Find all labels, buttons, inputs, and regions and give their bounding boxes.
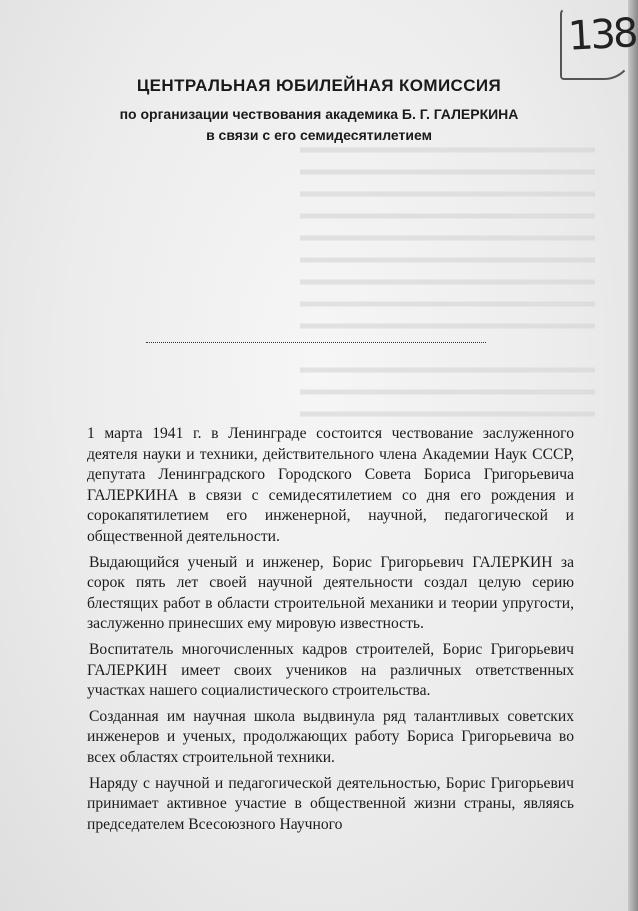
paragraph-public-work: Наряду с научной и педагогической деятельностью, Борис Григорьевич принимает активное участие в общественной жизни страны, являясь председателем Всесоюзного Научного [87,774,574,833]
commission-title: ЦЕНТРАЛЬНАЯ ЮБИЛЕЙНАЯ КОМИССИЯ [136,76,502,95]
paragraph-announcement: 1 марта 1941 г. в Ленинграде состоится чествование заслуженного деятеля науки и техники, действительного члена Академии Наук СССР, депутата Ленинградского Городского Совета Бориса Григорьевича ГАЛЕРКИНА в связи с семидесятилетием со дня его рождения и сорокапятилетием его инженерной, научной, педагогической и общественной деятельности. [87,425,574,545]
dotted-separator [146,342,486,343]
page-number: 138 [566,10,637,60]
commission-subtitle: по организации чествования академика Б. Г. ГАЛЕРКИНА [119,106,519,122]
paragraph-achievements: Выдающийся ученый и инженер, Борис Григорьевич ГАЛЕРКИН за сорок пять лет своей научной деятельности создал целую серию блестящих работ в области строительной механики и теории упругости, заслуженно принесших ему мировую известность. [87,553,574,633]
paragraph-students: Воспитатель многочисленных кадров строителей, Борис Григорьевич ГАЛЕРКИН имеет своих учеников на различных ответственных участках нашего социалистического строительства. [87,640,574,700]
commission-subtitle-occasion: в связи с его семидесятилетием [206,127,432,143]
paragraph-school: Созданная им научная школа выдвинула ряд талантливых советских инженеров и ученых, продолжающих работу Бориса Григорьевича во всех областях строительной техники. [87,707,574,766]
letter-body [87,424,574,840]
